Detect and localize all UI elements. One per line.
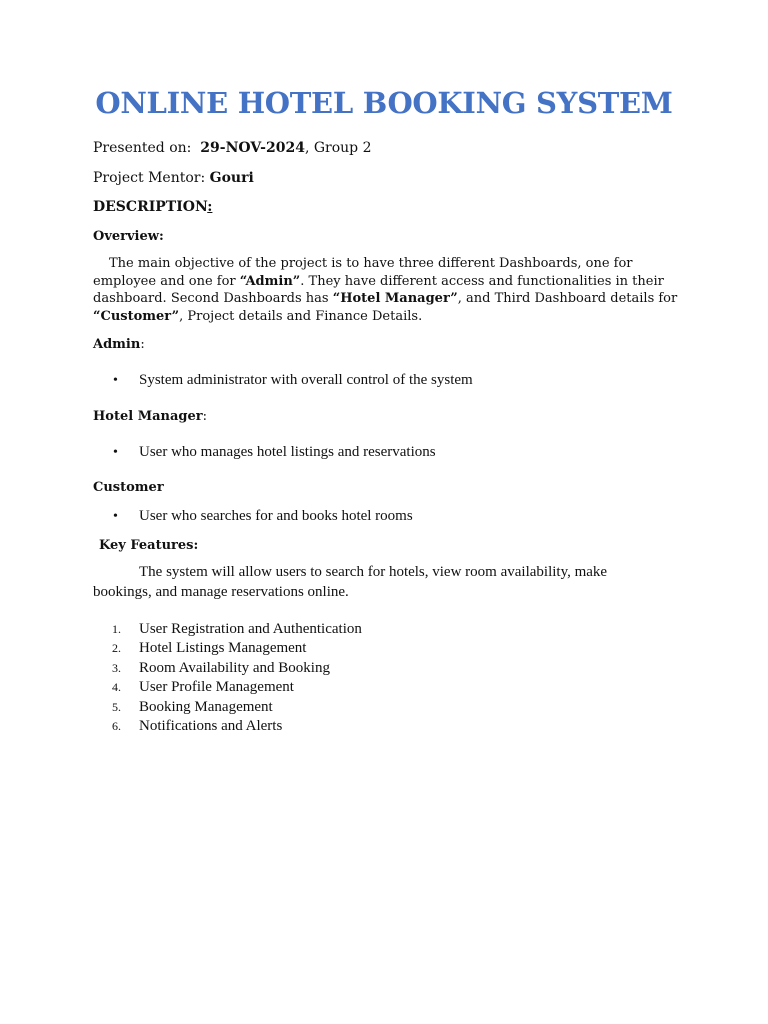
description-heading [93, 199, 212, 216]
mentor-name: Gouri [209, 170, 254, 186]
overview-paragraph [93, 255, 683, 326]
list-item-number: 1. [112, 622, 121, 636]
list-item-text: Room Availability and Booking [139, 659, 330, 676]
bullet-icon: • [113, 509, 118, 524]
overview-text-3: , and Third Dashboard details for [457, 291, 678, 307]
overview-admin-term: “Admin” [239, 273, 301, 289]
list-item-number: 5. [112, 699, 121, 714]
overview-manager-term: “Hotel Manager” [332, 291, 458, 307]
list-item [112, 677, 362, 696]
presented-line [93, 140, 372, 157]
list-item-text: User Registration and Authentication [139, 621, 362, 637]
list-item-text: User Profile Management [139, 679, 294, 696]
list-item-number: 2. [112, 641, 121, 656]
role-bullet-admin [113, 371, 473, 390]
role-heading-admin-colon: : [140, 337, 145, 352]
role-heading-customer [93, 479, 164, 496]
list-item [112, 638, 362, 657]
list-item [112, 697, 362, 716]
bullet-icon: • [113, 445, 118, 460]
bullet-icon: • [113, 373, 118, 388]
role-heading-customer-text: Customer [93, 480, 164, 495]
presented-label: Presented on: [93, 140, 192, 156]
role-heading-manager [93, 408, 207, 425]
presented-group: , Group 2 [304, 140, 372, 156]
list-item-number: 4. [112, 680, 121, 695]
role-heading-admin [93, 336, 145, 353]
list-item [112, 619, 362, 638]
presented-date: 29-NOV-2024 [200, 140, 305, 156]
role-bullet-manager-text: User who manages hotel listings and reservations [139, 444, 436, 460]
overview-text-4: , Project details and Finance Details. [179, 309, 423, 325]
key-features-list [112, 619, 362, 735]
role-bullet-manager [113, 443, 436, 462]
overview-heading: Overview: [93, 229, 164, 244]
list-item-text: Notifications and Alerts [139, 717, 283, 734]
role-heading-manager-text: Hotel Manager [93, 409, 203, 424]
role-bullet-admin-text: System administrator with overall control of the system [139, 372, 473, 388]
key-features-intro: The system will allow users to search for hotels, view room availability, make bookings, and manage reservations online. [93, 564, 608, 600]
list-item-text: Hotel Listings Management [139, 640, 307, 657]
description-heading-colon: : [207, 199, 213, 215]
role-heading-admin-text: Admin [93, 337, 141, 352]
role-bullet-customer [113, 507, 413, 526]
list-item [112, 658, 362, 677]
description-heading-text: DESCRIPTION [93, 199, 208, 215]
overview-text-1: The main objective of the project is to have three different Dashboards, one for employee and one for [93, 256, 633, 289]
mentor-label: Project Mentor: [93, 170, 210, 186]
mentor-line [93, 170, 254, 187]
role-bullet-customer-text: User who searches for and books hotel rooms [139, 508, 413, 524]
document-title: ONLINE HOTEL BOOKING SYSTEM [95, 86, 673, 120]
list-item-number: 6. [112, 718, 121, 733]
list-item-text: Booking Management [139, 698, 273, 715]
overview-text-2: . They have different access and functionalities in their dashboard. Second Dashboards has [93, 273, 664, 307]
list-item-number: 3. [112, 660, 121, 675]
overview-customer-term: “Customer” [93, 309, 180, 325]
role-heading-manager-colon: : [202, 409, 207, 424]
key-features-heading: Key Features: [99, 538, 199, 553]
list-item [112, 716, 362, 735]
